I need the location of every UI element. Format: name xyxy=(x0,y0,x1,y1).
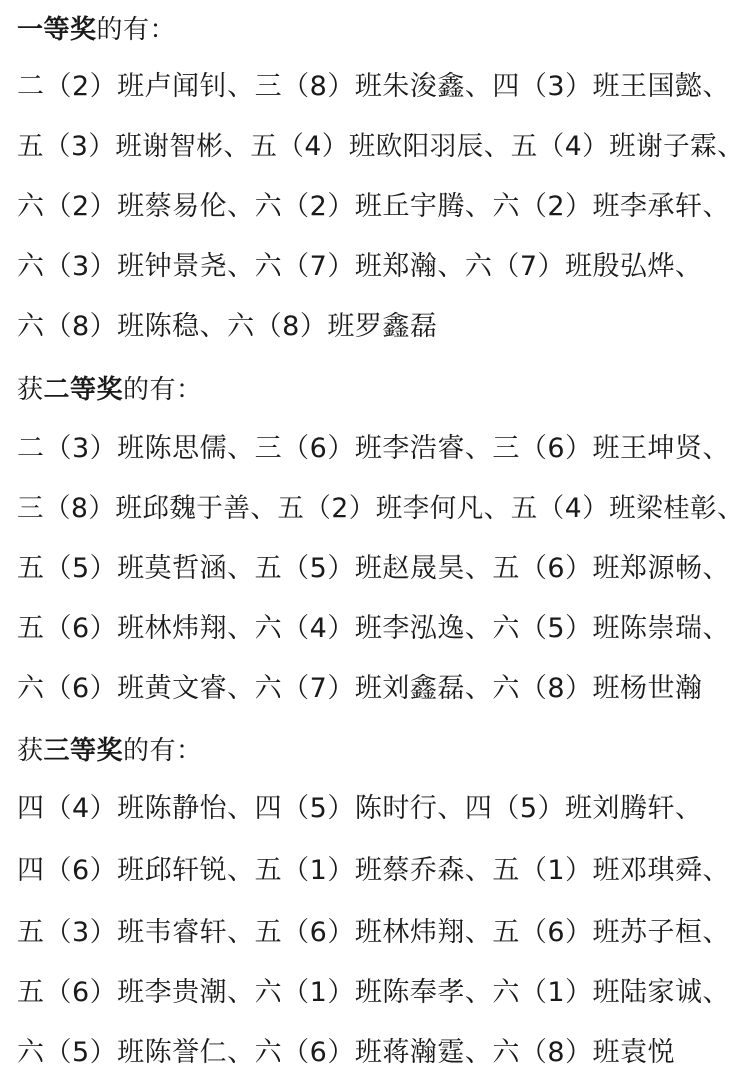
heading-suffix: 的有： xyxy=(123,736,203,766)
heading-second-prize xyxy=(17,370,203,410)
winner-line: 六（3）班钟景尧、六（7）班郑瀚、六（7）班殷弘烨、 xyxy=(17,251,703,282)
heading-prefix: 获 xyxy=(17,736,44,766)
winner-line: 二（2）班卢闻钊、三（8）班朱浚鑫、四（3）班王国懿、 xyxy=(17,71,731,102)
heading-prize-name: 一等奖 xyxy=(17,15,97,45)
winner-line: 五（6）班李贵潮、六（1）班陈奉孝、六（1）班陆家诚、 xyxy=(17,977,731,1008)
winner-line: 六（5）班陈誉仁、六（6）班蒋瀚霆、六（8）班袁悦 xyxy=(17,1037,676,1068)
winner-line: 五（5）班莫哲涵、五（5）班赵晟昊、五（6）班郑源畅、 xyxy=(17,553,731,584)
heading-prefix: 获 xyxy=(17,375,44,405)
heading-prize-name: 三等奖 xyxy=(43,736,124,766)
winner-line: 六（6）班黄文睿、六（7）班刘鑫磊、六（8）班杨世瀚 xyxy=(17,673,703,704)
winner-line: 六（2）班蔡易伦、六（2）班丘宇腾、六（2）班李承轩、 xyxy=(17,191,731,222)
heading-prize-name: 二等奖 xyxy=(43,375,124,405)
heading-suffix: 的有： xyxy=(96,15,177,45)
heading-suffix: 的有： xyxy=(123,375,203,405)
winner-line: 五（3）班谢智彬、五（4）班欧阳羽辰、五（4）班谢子霖、 xyxy=(17,131,745,162)
heading-third-prize xyxy=(17,731,203,771)
heading-first-prize xyxy=(17,10,176,50)
winner-line: 五（6）班林炜翔、六（4）班李泓逸、六（5）班陈崇瑞、 xyxy=(17,613,731,644)
winner-line: 四（6）班邱轩锐、五（1）班蔡乔森、五（1）班邓琪舜、 xyxy=(17,855,731,886)
winner-line: 四（4）班陈静怡、四（5）陈时行、四（5）班刘腾轩、 xyxy=(17,793,703,824)
winner-line: 三（8）班邱魏于善、五（2）班李何凡、五（4）班梁桂彰、 xyxy=(17,493,745,524)
winner-line: 二（3）班陈思儒、三（6）班李浩睿、三（6）班王坤贤、 xyxy=(17,433,731,464)
winner-line: 五（3）班韦睿轩、五（6）班林炜翔、五（6）班苏子桓、 xyxy=(17,917,731,948)
winner-line: 六（8）班陈稳、六（8）班罗鑫磊 xyxy=(17,311,438,342)
